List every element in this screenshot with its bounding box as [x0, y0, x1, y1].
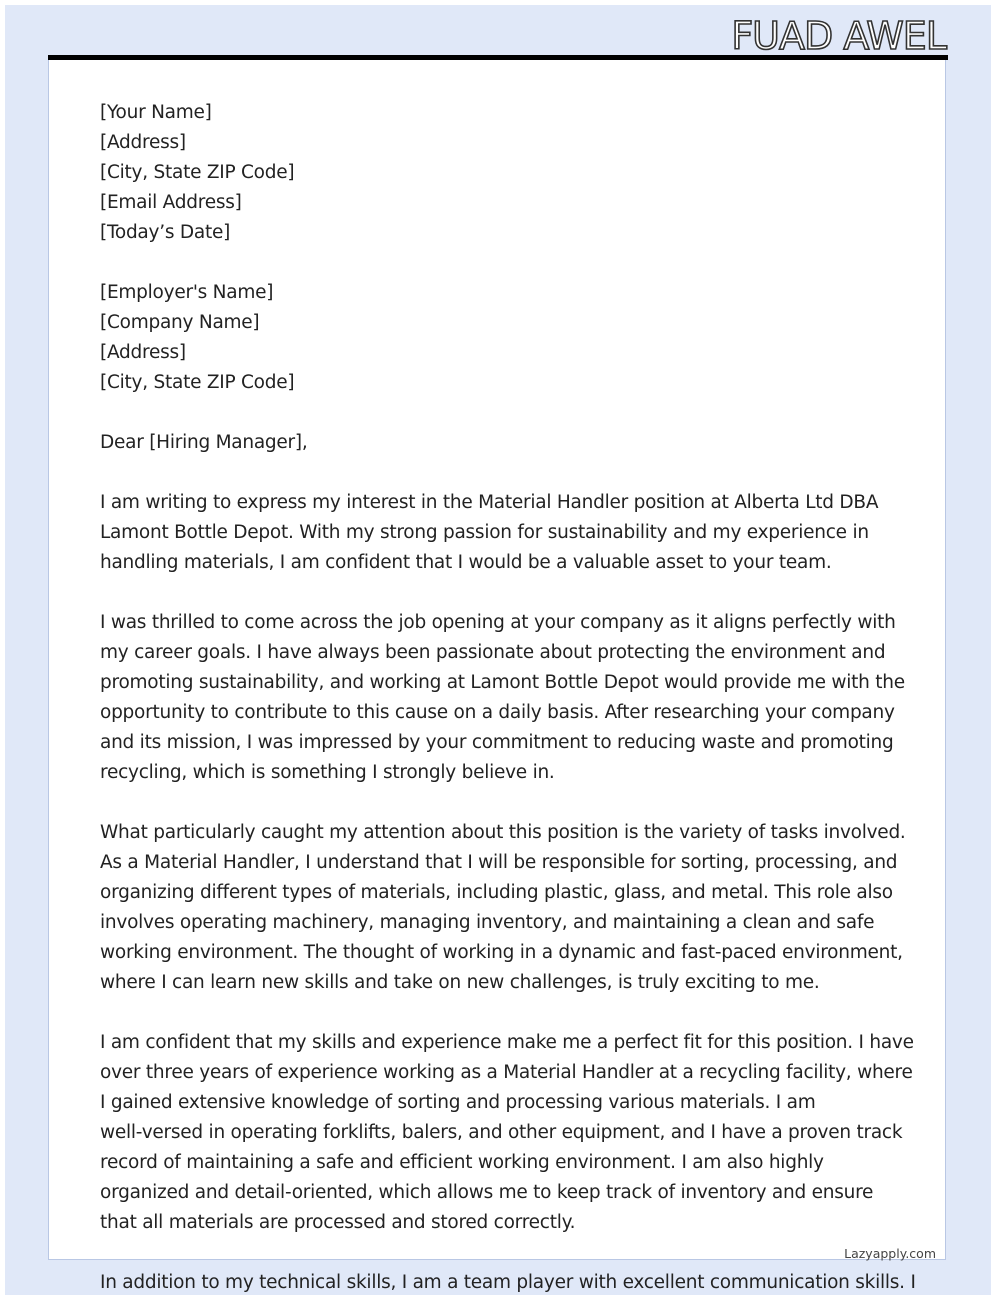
paragraph-line: that all materials are processed and stored correctly.: [100, 1212, 576, 1233]
sender-city-state-zip: [City, State ZIP Code]: [100, 162, 295, 183]
paragraph-line: my career goals. I have always been passionate about protecting the environment and: [100, 642, 886, 663]
paragraph-intro: [100, 488, 900, 578]
paragraph-line: I gained extensive knowledge of sorting and processing various materials. I am: [100, 1092, 816, 1113]
letter-date: [Today’s Date]: [100, 222, 231, 243]
paragraph-line: working environment. The thought of working in a dynamic and fast-paced environment,: [100, 942, 903, 963]
paragraph-line: As a Material Handler, I understand that I will be responsible for sorting, processing, and: [100, 852, 898, 873]
paragraph-line: well-versed in operating forklifts, balers, and other equipment, and I have a proven track: [100, 1122, 903, 1143]
sender-name: [Your Name]: [100, 102, 212, 123]
recipient-address: [Address]: [100, 342, 186, 363]
employer-name: [Employer's Name]: [100, 282, 274, 303]
paragraph-line: and its mission, I was impressed by your commitment to reducing waste and promoting: [100, 732, 894, 753]
paragraph-line: promoting sustainability, and working at Lamont Bottle Depot would provide me with the: [100, 672, 905, 693]
paragraph-line: In addition to my technical skills, I am a team player with excellent communication skills. I: [100, 1272, 916, 1293]
recipient-city-state-zip: [City, State ZIP Code]: [100, 372, 295, 393]
paragraph-line: recycling, which is something I strongly believe in.: [100, 762, 555, 783]
paragraph-line: over three years of experience working as a Material Handler at a recycling facility, where: [100, 1062, 913, 1083]
cover-letter-body: [100, 98, 916, 1298]
paragraph-line: I am confident that my skills and experience make me a perfect fit for this position. I have: [100, 1032, 914, 1053]
paragraph-line: opportunity to contribute to this cause on a daily basis. After researching your company: [100, 702, 895, 723]
paragraph-line: record of maintaining a safe and efficient working environment. I am also highly: [100, 1152, 824, 1173]
paragraph-line: handling materials, I am confident that I would be a valuable asset to your team.: [100, 552, 832, 573]
paragraph-line: organized and detail-oriented, which allows me to keep track of inventory and ensure: [100, 1182, 874, 1203]
applicant-name-heading: FUAD AWEL: [731, 14, 946, 58]
company-name: [Company Name]: [100, 312, 260, 333]
sender-address: [Address]: [100, 132, 186, 153]
paragraph-teamwork: [100, 1268, 916, 1298]
paragraph-line: I was thrilled to come across the job opening at your company as it aligns perfectly with: [100, 612, 896, 633]
paragraph-line: involves operating machinery, managing inventory, and maintaining a clean and safe: [100, 912, 875, 933]
sender-email: [Email Address]: [100, 192, 242, 213]
paragraph-line: What particularly caught my attention about this position is the variety of tasks involved.: [100, 822, 906, 843]
paragraph-line: I am writing to express my interest in the Material Handler position at Alberta Ltd DBA: [100, 492, 879, 513]
paragraph-line: Lamont Bottle Depot. With my strong passion for sustainability and my experience in: [100, 522, 869, 543]
paragraph-qualifications: [100, 1028, 914, 1238]
watermark-text: Lazyapply.com: [844, 1246, 936, 1261]
paragraph-line: organizing different types of materials, including plastic, glass, and metal. This role also: [100, 882, 893, 903]
sender-block: [100, 98, 900, 248]
paragraph-line: where I can learn new skills and take on new challenges, is truly exciting to me.: [100, 972, 820, 993]
recipient-block: [100, 278, 900, 398]
paragraph-role: [100, 818, 906, 998]
paragraph-motivation: [100, 608, 905, 788]
salutation: Dear [Hiring Manager],: [100, 432, 308, 453]
